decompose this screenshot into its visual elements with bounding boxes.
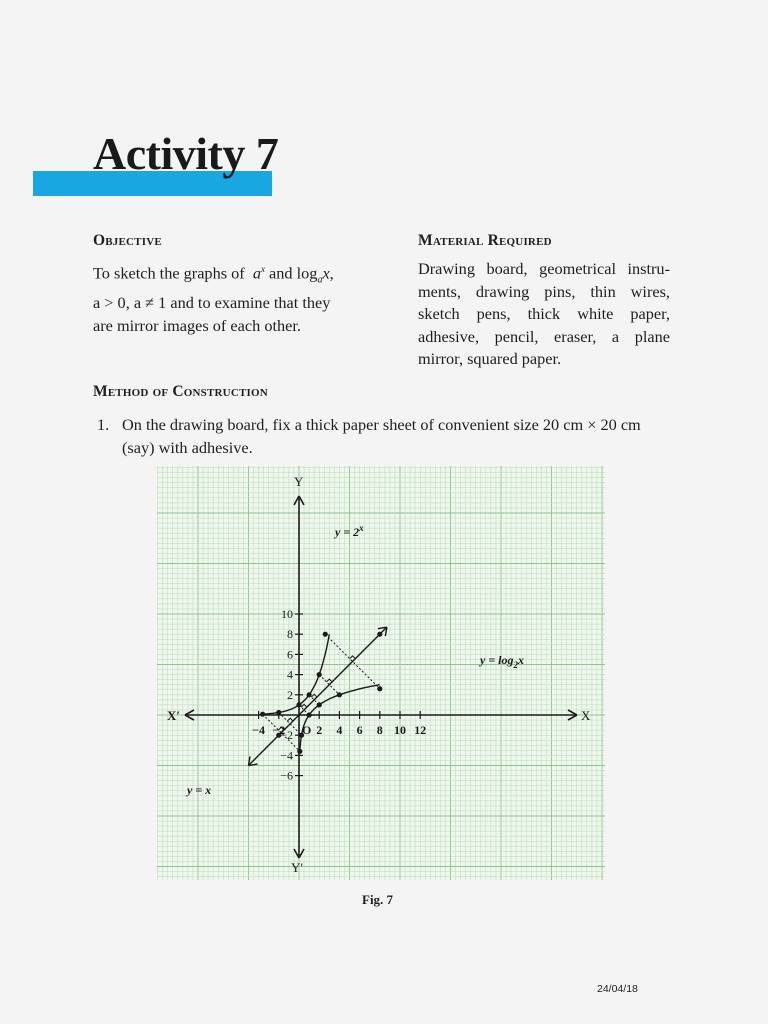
y-tick-label: −4 [280, 748, 293, 763]
y-tick-label: 10 [281, 607, 293, 621]
x-tick-label: 8 [376, 723, 383, 737]
data-point [337, 692, 342, 697]
method-heading: Method of Construction [93, 383, 268, 400]
y-tick-label: 4 [287, 667, 293, 682]
x-tick-label: 12 [414, 723, 427, 737]
origin-label: O [302, 723, 312, 737]
data-point [297, 749, 302, 754]
data-point [307, 692, 312, 697]
y-axis-label: Y [294, 474, 304, 489]
squared-paper-grid [157, 466, 605, 880]
data-point [377, 632, 382, 637]
material-line-4: adhesive, pencil, eraser, a plane [418, 326, 670, 346]
date-stamp: 24/04/18 [597, 983, 638, 995]
y-tick-label: 6 [287, 647, 293, 662]
figure-caption: Fig. 7 [362, 892, 394, 907]
y-tick-label: 8 [287, 627, 293, 642]
material-text [418, 258, 670, 371]
material-line-5: mirror, squared paper. [418, 349, 562, 368]
data-point [276, 710, 281, 715]
objective-line-3: are mirror images of each other. [93, 315, 301, 335]
step-line-1: On the drawing board, fix a thick paper sheet of convenient size 20 cm × 20 cm [122, 415, 641, 434]
y-tick-label: 2 [287, 687, 293, 702]
step-line-2: (say) with adhesive. [122, 437, 253, 457]
x-tick-label: 6 [356, 723, 363, 737]
y-tick-label: −2 [280, 728, 293, 743]
objective-line-1: To sketch the graphs of $a^x$ and $\log_ax$, [93, 263, 334, 286]
log-exp-graph [157, 466, 605, 880]
material-line-1: Drawing board, geometrical instru- [418, 259, 670, 278]
data-point [317, 672, 322, 677]
y-tick-label: −6 [280, 768, 293, 783]
objective-heading: Objective [93, 232, 162, 249]
x-axis-neg-label: X′ [167, 708, 181, 723]
x-tick-label: −2 [272, 723, 286, 737]
data-point [307, 712, 312, 717]
y-axis-neg-label: Y′ [291, 860, 304, 875]
x-tick-label: −4 [252, 723, 266, 737]
data-point [296, 702, 301, 707]
data-point [377, 686, 382, 691]
material-line-2: ments, drawing pins, thin wires, [418, 281, 670, 301]
x-tick-label: 10 [394, 723, 406, 737]
identity-line-label: y = x [187, 783, 212, 797]
objective-text [93, 258, 393, 337]
log-curve-label: $y = \log_2x$ [480, 653, 524, 670]
data-point [323, 632, 328, 637]
step-number: 1. [97, 415, 110, 434]
objective-line-2: a > 0, a ≠ 1 and to examine that they [93, 293, 331, 313]
data-point [260, 712, 265, 717]
x-tick-label: 2 [316, 723, 323, 737]
material-line-3: sketch pens, thick white paper, [418, 304, 670, 323]
x-tick-label: 4 [336, 723, 343, 737]
data-point [317, 702, 322, 707]
exp-curve-label: $y = 2^x$ [335, 523, 364, 539]
activity-title: Activity 7 [93, 128, 279, 179]
material-heading: Material Required [418, 232, 552, 249]
x-axis-label: X [581, 708, 591, 723]
